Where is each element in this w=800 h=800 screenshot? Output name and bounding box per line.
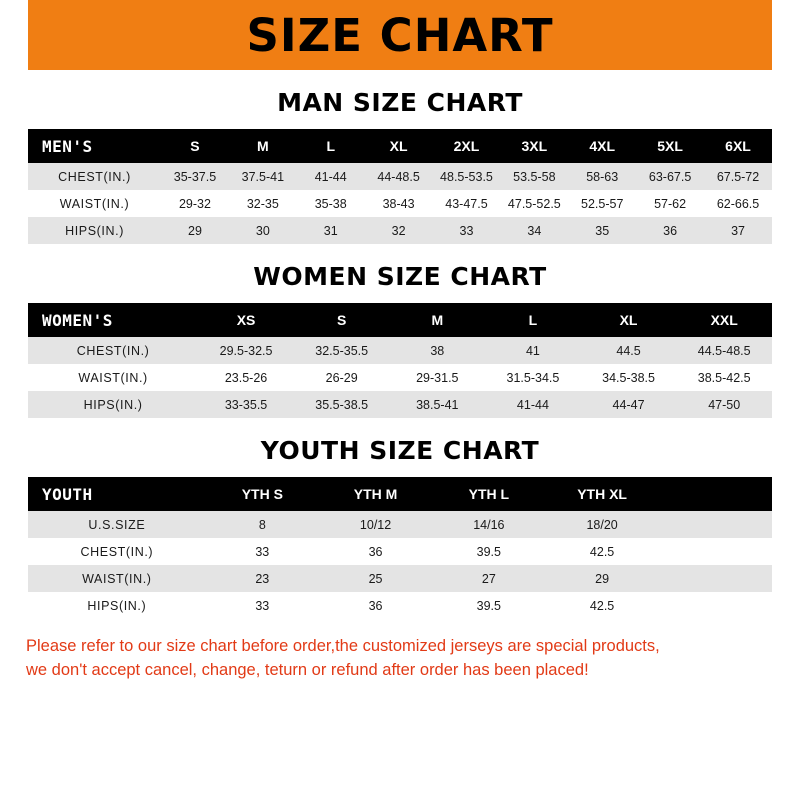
table-body <box>28 163 772 244</box>
cell: 31.5-34.5 <box>485 364 581 391</box>
table-row <box>28 190 772 217</box>
cell: 33 <box>433 217 501 244</box>
table-header-row <box>28 477 772 511</box>
table-row <box>28 565 772 592</box>
cell: 36 <box>319 538 432 565</box>
footer-note-line-1: Please refer to our size chart before order,the customized jerseys are special products, <box>26 637 660 655</box>
cell: 33 <box>206 592 319 619</box>
cell: 31 <box>297 217 365 244</box>
cell: 47-50 <box>676 391 772 418</box>
table-women-size-chart <box>28 303 772 418</box>
cell: 63-67.5 <box>636 163 704 190</box>
column-header-empty <box>659 477 772 511</box>
cell: 35-37.5 <box>161 163 229 190</box>
table-head <box>28 477 772 511</box>
cell: 53.5-58 <box>500 163 568 190</box>
header-banner <box>0 0 800 70</box>
column-header-yth-s: YTH S <box>206 477 319 511</box>
table-header-row <box>28 129 772 163</box>
row-label-hips: HIPS(IN.) <box>28 217 161 244</box>
row-label-hips: HIPS(IN.) <box>28 391 198 418</box>
table-row <box>28 511 772 538</box>
cell: 14/16 <box>432 511 545 538</box>
column-header-xl: XL <box>365 129 433 163</box>
row-label-waist: WAIST(IN.) <box>28 190 161 217</box>
cell: 36 <box>636 217 704 244</box>
row-label-chest: CHEST(IN.) <box>28 163 161 190</box>
cell: 44.5-48.5 <box>676 337 772 364</box>
cell: 38-43 <box>365 190 433 217</box>
column-header-5xl: 5XL <box>636 129 704 163</box>
section-women-size-chart <box>0 262 800 418</box>
banner-left-white-block <box>0 0 28 70</box>
cell: 44.5 <box>581 337 677 364</box>
table-head <box>28 129 772 163</box>
footer-note-line-2: we don't accept cancel, change, teturn or refund after order has been placed! <box>26 660 589 679</box>
section-man-size-chart <box>0 88 800 244</box>
table-header-row <box>28 303 772 337</box>
cell: 32.5-35.5 <box>294 337 390 364</box>
cell: 52.5-57 <box>568 190 636 217</box>
cell: 32-35 <box>229 190 297 217</box>
table-man-size-chart <box>28 129 772 244</box>
column-header-yth-l: YTH L <box>432 477 545 511</box>
cell: 8 <box>206 511 319 538</box>
cell: 23 <box>206 565 319 592</box>
cell <box>659 538 772 565</box>
cell: 27 <box>432 565 545 592</box>
cell: 34.5-38.5 <box>581 364 677 391</box>
section-youth-size-chart <box>0 436 800 619</box>
cell: 44-48.5 <box>365 163 433 190</box>
table-row <box>28 391 772 418</box>
cell: 67.5-72 <box>704 163 772 190</box>
row-label-waist: WAIST(IN.) <box>28 565 206 592</box>
cell: 57-62 <box>636 190 704 217</box>
column-header-4xl: 4XL <box>568 129 636 163</box>
table-body <box>28 337 772 418</box>
table-row <box>28 364 772 391</box>
cell: 39.5 <box>432 592 545 619</box>
column-header-l: L <box>485 303 581 337</box>
column-header-xl: XL <box>581 303 677 337</box>
column-header-l: L <box>297 129 365 163</box>
column-header-yth-m: YTH M <box>319 477 432 511</box>
cell: 48.5-53.5 <box>433 163 501 190</box>
column-header-2xl: 2XL <box>433 129 501 163</box>
cell <box>659 592 772 619</box>
cell: 37 <box>704 217 772 244</box>
cell: 37.5-41 <box>229 163 297 190</box>
cell: 42.5 <box>545 538 658 565</box>
column-header-m: M <box>229 129 297 163</box>
cell <box>659 511 772 538</box>
cell: 43-47.5 <box>433 190 501 217</box>
cell: 44-47 <box>581 391 677 418</box>
cell: 38.5-41 <box>389 391 485 418</box>
section-title-youth: YOUTH SIZE CHART <box>260 436 540 465</box>
column-header-row-label: WOMEN'S <box>28 303 198 337</box>
table-youth-size-chart <box>28 477 772 619</box>
cell: 29 <box>161 217 229 244</box>
cell: 58-63 <box>568 163 636 190</box>
row-label-hips: HIPS(IN.) <box>28 592 206 619</box>
cell: 62-66.5 <box>704 190 772 217</box>
cell: 35-38 <box>297 190 365 217</box>
column-header-s: S <box>161 129 229 163</box>
cell: 33 <box>206 538 319 565</box>
column-header-s: S <box>294 303 390 337</box>
table-head <box>28 303 772 337</box>
footer-note <box>0 635 800 683</box>
cell: 32 <box>365 217 433 244</box>
column-header-yth-xl: YTH XL <box>545 477 658 511</box>
column-header-6xl: 6XL <box>704 129 772 163</box>
cell: 38 <box>389 337 485 364</box>
column-header-row-label: MEN'S <box>28 129 161 163</box>
section-title-women: WOMEN SIZE CHART <box>253 262 547 291</box>
cell: 36 <box>319 592 432 619</box>
cell: 42.5 <box>545 592 658 619</box>
column-header-xs: XS <box>198 303 294 337</box>
cell: 30 <box>229 217 297 244</box>
cell: 29-32 <box>161 190 229 217</box>
cell: 39.5 <box>432 538 545 565</box>
cell: 41-44 <box>297 163 365 190</box>
cell: 29.5-32.5 <box>198 337 294 364</box>
cell: 29-31.5 <box>389 364 485 391</box>
cell <box>659 565 772 592</box>
cell: 35 <box>568 217 636 244</box>
column-header-xxl: XXL <box>676 303 772 337</box>
cell: 23.5-26 <box>198 364 294 391</box>
cell: 26-29 <box>294 364 390 391</box>
table-row <box>28 217 772 244</box>
table-row <box>28 592 772 619</box>
cell: 47.5-52.5 <box>500 190 568 217</box>
page-title: SIZE CHART <box>246 8 554 62</box>
table-body <box>28 511 772 619</box>
section-title-man: MAN SIZE CHART <box>277 88 523 117</box>
cell: 18/20 <box>545 511 658 538</box>
cell: 33-35.5 <box>198 391 294 418</box>
cell: 25 <box>319 565 432 592</box>
table-row <box>28 538 772 565</box>
column-header-m: M <box>389 303 485 337</box>
column-header-3xl: 3XL <box>500 129 568 163</box>
cell: 10/12 <box>319 511 432 538</box>
cell: 41 <box>485 337 581 364</box>
row-label-chest: CHEST(IN.) <box>28 538 206 565</box>
column-header-row-label: YOUTH <box>28 477 206 511</box>
row-label-chest: CHEST(IN.) <box>28 337 198 364</box>
cell: 35.5-38.5 <box>294 391 390 418</box>
cell: 34 <box>500 217 568 244</box>
cell: 38.5-42.5 <box>676 364 772 391</box>
banner-right-white-block <box>772 0 800 70</box>
table-row <box>28 163 772 190</box>
row-label-us-size: U.S.SIZE <box>28 511 206 538</box>
cell: 41-44 <box>485 391 581 418</box>
cell: 29 <box>545 565 658 592</box>
table-row <box>28 337 772 364</box>
row-label-waist: WAIST(IN.) <box>28 364 198 391</box>
